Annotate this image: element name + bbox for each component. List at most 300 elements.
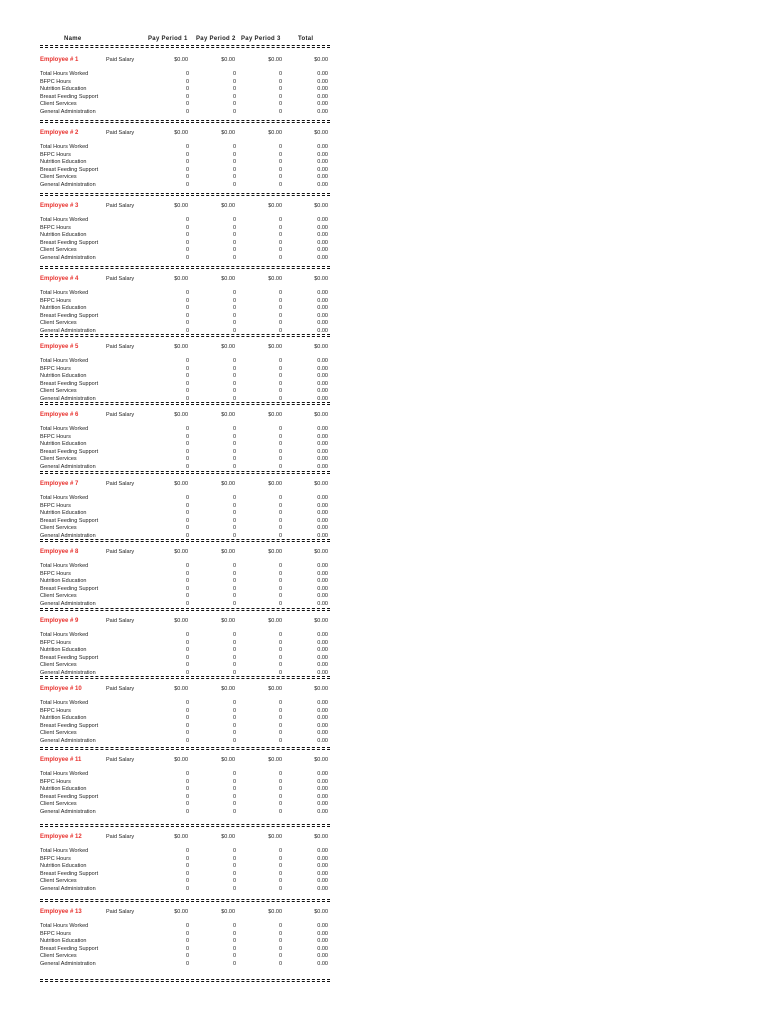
hours-row xyxy=(40,730,330,738)
hours-row-label: Breast Feeding Support xyxy=(40,945,99,952)
hours-row-label: Client Services xyxy=(40,801,77,808)
hours-row xyxy=(40,426,330,434)
pay-period-2-value: 0 xyxy=(232,101,236,108)
pay-period-1-amount: $0.00 xyxy=(174,834,188,840)
employee-name: Employee # 3 xyxy=(40,203,79,209)
pay-period-3-value: 0 xyxy=(278,715,282,722)
pay-period-3-value: 0 xyxy=(278,700,282,706)
name-column-header: Name xyxy=(64,36,82,42)
pay-period-3-value: 0 xyxy=(278,945,282,952)
pay-period-3-value: 0 xyxy=(278,312,282,319)
pay-period-1-value: 0 xyxy=(185,809,189,815)
pay-period-1-value: 0 xyxy=(185,182,189,188)
pay-period-2-value: 0 xyxy=(232,878,236,885)
hours-row-label: Breast Feeding Support xyxy=(40,93,99,100)
hours-row xyxy=(40,388,330,396)
pay-period-1-value: 0 xyxy=(185,707,189,714)
pay-period-2-value: 0 xyxy=(232,801,236,808)
total-value: 0.00 xyxy=(317,441,328,448)
total-value: 0.00 xyxy=(317,525,328,532)
total-value: 0.00 xyxy=(317,224,328,231)
pay-period-2-amount: $0.00 xyxy=(221,57,235,63)
total-amount: $0.00 xyxy=(314,834,328,840)
employee-name: Employee # 5 xyxy=(40,344,79,350)
hours-row xyxy=(40,86,330,94)
pay-period-1-value: 0 xyxy=(185,570,189,577)
pay-period-3-value: 0 xyxy=(278,441,282,448)
pay-period-2-value: 0 xyxy=(232,961,236,967)
pay-period-3-amount: $0.00 xyxy=(268,276,282,282)
employee-name: Employee # 7 xyxy=(40,481,79,487)
hours-row xyxy=(40,167,330,175)
pay-period-2-amount: $0.00 xyxy=(221,276,235,282)
hours-row xyxy=(40,449,330,457)
pay-period-3-value: 0 xyxy=(278,786,282,793)
hours-row-label: Total Hours Worked xyxy=(40,290,89,296)
hours-row-label: General Administration xyxy=(40,601,96,607)
pay-period-2-value: 0 xyxy=(232,305,236,312)
hours-row xyxy=(40,593,330,601)
pay-period-3-value: 0 xyxy=(278,585,282,592)
pay-period-2-value: 0 xyxy=(232,570,236,577)
pay-period-3-value: 0 xyxy=(278,396,282,402)
hours-row-label: Breast Feeding Support xyxy=(40,517,99,524)
hours-row xyxy=(40,794,330,802)
pay-period-1-value: 0 xyxy=(185,312,189,319)
hours-row xyxy=(40,738,330,746)
hours-row-label: BFPC Hours xyxy=(40,224,71,231)
pay-period-2-value: 0 xyxy=(232,510,236,517)
pay-period-3-amount: $0.00 xyxy=(268,757,282,763)
hours-row-label: General Administration xyxy=(40,396,96,402)
hours-row-label: Client Services xyxy=(40,174,77,181)
hours-row-label: Total Hours Worked xyxy=(40,923,89,929)
hours-row-label: Client Services xyxy=(40,101,77,108)
pay-period-2-value: 0 xyxy=(232,380,236,387)
total-value: 0.00 xyxy=(317,923,328,929)
pay-period-3-value: 0 xyxy=(278,886,282,892)
section-divider xyxy=(40,120,330,123)
total-value: 0.00 xyxy=(317,517,328,524)
hours-row-label: Nutrition Education xyxy=(40,441,87,448)
hours-row-label: Breast Feeding Support xyxy=(40,448,99,455)
hours-row xyxy=(40,109,330,117)
pay-period-3-value: 0 xyxy=(278,320,282,327)
total-column-header: Total xyxy=(298,36,314,42)
pay-period-1-value: 0 xyxy=(185,722,189,729)
pay-period-3-value: 0 xyxy=(278,938,282,945)
pay-period-1-value: 0 xyxy=(185,863,189,870)
pay-period-1-amount: $0.00 xyxy=(174,686,188,692)
hours-row xyxy=(40,886,330,894)
total-value: 0.00 xyxy=(317,786,328,793)
pay-period-2-value: 0 xyxy=(232,738,236,744)
pay-period-2-amount: $0.00 xyxy=(221,686,235,692)
total-value: 0.00 xyxy=(317,373,328,380)
pay-period-3-value: 0 xyxy=(278,456,282,463)
pay-period-3-value: 0 xyxy=(278,639,282,646)
pay-period-3-amount: $0.00 xyxy=(268,686,282,692)
pay-period-3-value: 0 xyxy=(278,563,282,569)
total-value: 0.00 xyxy=(317,456,328,463)
pay-period-2-value: 0 xyxy=(232,232,236,239)
pay-period-1-value: 0 xyxy=(185,224,189,231)
hours-row-label: BFPC Hours xyxy=(40,778,71,785)
pay-period-3-value: 0 xyxy=(278,182,282,188)
pay-period-3-value: 0 xyxy=(278,722,282,729)
pay-period-2-header: Pay Period 2 xyxy=(196,36,236,42)
pay-period-3-value: 0 xyxy=(278,159,282,166)
hours-row xyxy=(40,159,330,167)
pay-period-3-value: 0 xyxy=(278,144,282,150)
pay-period-3-value: 0 xyxy=(278,166,282,173)
pay-period-1-value: 0 xyxy=(185,563,189,569)
pay-period-1-value: 0 xyxy=(185,525,189,532)
pay-period-3-value: 0 xyxy=(278,654,282,661)
pay-period-2-value: 0 xyxy=(232,778,236,785)
hours-row-label: Nutrition Education xyxy=(40,715,87,722)
hours-row xyxy=(40,366,330,374)
hours-row xyxy=(40,225,330,233)
total-value: 0.00 xyxy=(317,358,328,364)
pay-period-2-value: 0 xyxy=(232,388,236,395)
salary-label: Paid Salary xyxy=(106,412,135,418)
pay-period-3-value: 0 xyxy=(278,863,282,870)
total-value: 0.00 xyxy=(317,953,328,960)
hours-row-label: Total Hours Worked xyxy=(40,848,89,854)
hours-row xyxy=(40,856,330,864)
section-divider xyxy=(40,979,330,982)
pay-period-2-value: 0 xyxy=(232,396,236,402)
pay-period-1-value: 0 xyxy=(185,255,189,261)
pay-period-2-value: 0 xyxy=(232,938,236,945)
section-divider xyxy=(40,539,330,542)
pay-period-1-value: 0 xyxy=(185,923,189,929)
pay-period-2-value: 0 xyxy=(232,848,236,854)
hours-row xyxy=(40,700,330,708)
hours-row-label: Total Hours Worked xyxy=(40,563,89,569)
total-amount: $0.00 xyxy=(314,276,328,282)
pay-period-1-value: 0 xyxy=(185,232,189,239)
pay-period-2-value: 0 xyxy=(232,863,236,870)
salary-label: Paid Salary xyxy=(106,276,135,282)
pay-period-1-value: 0 xyxy=(185,297,189,304)
hours-row xyxy=(40,510,330,518)
pay-period-3-value: 0 xyxy=(278,86,282,93)
total-value: 0.00 xyxy=(317,312,328,319)
pay-period-3-value: 0 xyxy=(278,151,282,158)
total-amount: $0.00 xyxy=(314,130,328,136)
hours-row xyxy=(40,938,330,946)
hours-row xyxy=(40,182,330,190)
total-value: 0.00 xyxy=(317,647,328,654)
pay-period-3-value: 0 xyxy=(278,232,282,239)
hours-row-label: Breast Feeding Support xyxy=(40,793,99,800)
pay-period-2-amount: $0.00 xyxy=(221,481,235,487)
pay-period-2-value: 0 xyxy=(232,654,236,661)
pay-period-1-value: 0 xyxy=(185,151,189,158)
pay-period-1-value: 0 xyxy=(185,654,189,661)
pay-period-2-value: 0 xyxy=(232,174,236,181)
hours-row xyxy=(40,647,330,655)
pay-period-2-value: 0 xyxy=(232,290,236,296)
pay-period-3-value: 0 xyxy=(278,109,282,115)
total-value: 0.00 xyxy=(317,328,328,334)
pay-period-3-header: Pay Period 3 xyxy=(241,36,281,42)
total-value: 0.00 xyxy=(317,662,328,669)
hours-row xyxy=(40,247,330,255)
pay-period-2-value: 0 xyxy=(232,771,236,777)
hours-row xyxy=(40,953,330,961)
pay-period-3-value: 0 xyxy=(278,778,282,785)
pay-period-2-amount: $0.00 xyxy=(221,909,235,915)
pay-period-3-value: 0 xyxy=(278,870,282,877)
pay-period-1-value: 0 xyxy=(185,801,189,808)
total-value: 0.00 xyxy=(317,495,328,501)
pay-period-1-value: 0 xyxy=(185,601,189,607)
total-amount: $0.00 xyxy=(314,549,328,555)
total-value: 0.00 xyxy=(317,396,328,402)
pay-period-1-value: 0 xyxy=(185,217,189,223)
pay-period-1-value: 0 xyxy=(185,945,189,952)
total-value: 0.00 xyxy=(317,174,328,181)
total-value: 0.00 xyxy=(317,255,328,261)
employee-name: Employee # 9 xyxy=(40,618,79,624)
hours-row xyxy=(40,586,330,594)
total-value: 0.00 xyxy=(317,601,328,607)
total-value: 0.00 xyxy=(317,870,328,877)
pay-period-3-value: 0 xyxy=(278,71,282,77)
pay-period-1-value: 0 xyxy=(185,878,189,885)
hours-row xyxy=(40,373,330,381)
pay-period-2-value: 0 xyxy=(232,923,236,929)
hours-row-label: General Administration xyxy=(40,961,96,967)
pay-period-2-value: 0 xyxy=(232,373,236,380)
total-value: 0.00 xyxy=(317,809,328,815)
pay-period-1-value: 0 xyxy=(185,517,189,524)
pay-period-3-value: 0 xyxy=(278,247,282,254)
employee-name: Employee # 4 xyxy=(40,276,79,282)
section-divider xyxy=(40,824,330,827)
hours-row xyxy=(40,571,330,579)
pay-period-3-amount: $0.00 xyxy=(268,549,282,555)
pay-period-3-value: 0 xyxy=(278,255,282,261)
pay-period-3-value: 0 xyxy=(278,730,282,737)
pay-period-1-amount: $0.00 xyxy=(174,618,188,624)
pay-period-3-value: 0 xyxy=(278,78,282,85)
pay-period-2-value: 0 xyxy=(232,502,236,509)
total-value: 0.00 xyxy=(317,426,328,432)
salary-label: Paid Salary xyxy=(106,757,135,763)
hours-row xyxy=(40,779,330,787)
pay-period-1-value: 0 xyxy=(185,585,189,592)
hours-row xyxy=(40,255,330,263)
pay-period-3-value: 0 xyxy=(278,570,282,577)
hours-row-label: General Administration xyxy=(40,109,96,115)
hours-row xyxy=(40,848,330,856)
pay-period-1-value: 0 xyxy=(185,938,189,945)
pay-period-1-value: 0 xyxy=(185,510,189,517)
hours-row xyxy=(40,961,330,969)
total-value: 0.00 xyxy=(317,639,328,646)
pay-period-3-value: 0 xyxy=(278,670,282,676)
hours-row xyxy=(40,79,330,87)
total-value: 0.00 xyxy=(317,510,328,517)
hours-row-label: Breast Feeding Support xyxy=(40,654,99,661)
hours-row xyxy=(40,174,330,182)
pay-period-2-value: 0 xyxy=(232,86,236,93)
hours-row-label: Client Services xyxy=(40,730,77,737)
pay-period-1-value: 0 xyxy=(185,396,189,402)
pay-period-2-value: 0 xyxy=(232,700,236,706)
pay-period-1-value: 0 xyxy=(185,365,189,372)
employee-name: Employee # 13 xyxy=(40,909,82,915)
pay-period-3-value: 0 xyxy=(278,961,282,967)
pay-period-3-value: 0 xyxy=(278,297,282,304)
pay-period-1-value: 0 xyxy=(185,533,189,539)
pay-period-2-value: 0 xyxy=(232,722,236,729)
pay-period-2-value: 0 xyxy=(232,953,236,960)
pay-period-2-value: 0 xyxy=(232,224,236,231)
pay-period-1-value: 0 xyxy=(185,159,189,166)
total-value: 0.00 xyxy=(317,290,328,296)
pay-period-1-value: 0 xyxy=(185,388,189,395)
salary-label: Paid Salary xyxy=(106,686,135,692)
total-value: 0.00 xyxy=(317,388,328,395)
pay-period-1-amount: $0.00 xyxy=(174,909,188,915)
hours-row-label: BFPC Hours xyxy=(40,570,71,577)
pay-period-3-amount: $0.00 xyxy=(268,834,282,840)
hours-row-label: Breast Feeding Support xyxy=(40,380,99,387)
hours-row xyxy=(40,640,330,648)
total-amount: $0.00 xyxy=(314,481,328,487)
hours-row xyxy=(40,931,330,939)
hours-row-label: General Administration xyxy=(40,464,96,470)
pay-period-2-value: 0 xyxy=(232,328,236,334)
total-value: 0.00 xyxy=(317,305,328,312)
salary-label: Paid Salary xyxy=(106,618,135,624)
pay-period-1-value: 0 xyxy=(185,166,189,173)
pay-period-3-value: 0 xyxy=(278,647,282,654)
hours-row-label: Nutrition Education xyxy=(40,159,87,166)
pay-period-1-amount: $0.00 xyxy=(174,757,188,763)
pay-period-3-amount: $0.00 xyxy=(268,412,282,418)
hours-row xyxy=(40,786,330,794)
hours-row xyxy=(40,923,330,931)
pay-period-1-value: 0 xyxy=(185,373,189,380)
pay-period-3-value: 0 xyxy=(278,426,282,432)
pay-period-1-value: 0 xyxy=(185,433,189,440)
hours-row xyxy=(40,305,330,313)
hours-row xyxy=(40,495,330,503)
hours-row-label: Client Services xyxy=(40,320,77,327)
hours-row-label: Nutrition Education xyxy=(40,86,87,93)
pay-period-1-value: 0 xyxy=(185,380,189,387)
pay-period-2-value: 0 xyxy=(232,533,236,539)
pay-period-3-value: 0 xyxy=(278,174,282,181)
hours-row-label: Total Hours Worked xyxy=(40,700,89,706)
total-value: 0.00 xyxy=(317,722,328,729)
pay-period-1-value: 0 xyxy=(185,109,189,115)
pay-period-1-amount: $0.00 xyxy=(174,57,188,63)
hours-row-label: General Administration xyxy=(40,182,96,188)
pay-period-3-value: 0 xyxy=(278,578,282,585)
section-divider xyxy=(40,608,330,611)
pay-period-2-value: 0 xyxy=(232,662,236,669)
hours-row-label: General Administration xyxy=(40,738,96,744)
hours-row-label: Client Services xyxy=(40,662,77,669)
pay-period-1-value: 0 xyxy=(185,786,189,793)
hours-row xyxy=(40,320,330,328)
total-value: 0.00 xyxy=(317,632,328,638)
hours-row xyxy=(40,298,330,306)
hours-row xyxy=(40,662,330,670)
pay-period-2-value: 0 xyxy=(232,809,236,815)
pay-period-3-value: 0 xyxy=(278,290,282,296)
pay-period-3-value: 0 xyxy=(278,373,282,380)
hours-row xyxy=(40,525,330,533)
pay-period-1-value: 0 xyxy=(185,639,189,646)
section-divider xyxy=(40,193,330,196)
pay-period-2-value: 0 xyxy=(232,297,236,304)
salary-label: Paid Salary xyxy=(106,344,135,350)
hours-row xyxy=(40,232,330,240)
hours-row-label: Client Services xyxy=(40,247,77,254)
pay-period-2-value: 0 xyxy=(232,578,236,585)
hours-row-label: General Administration xyxy=(40,533,96,539)
total-value: 0.00 xyxy=(317,848,328,854)
pay-period-2-value: 0 xyxy=(232,707,236,714)
total-value: 0.00 xyxy=(317,93,328,100)
pay-period-1-amount: $0.00 xyxy=(174,549,188,555)
pay-period-1-value: 0 xyxy=(185,662,189,669)
pay-period-2-value: 0 xyxy=(232,464,236,470)
hours-row-label: Nutrition Education xyxy=(40,578,87,585)
hours-row-label: Total Hours Worked xyxy=(40,632,89,638)
pay-period-2-value: 0 xyxy=(232,639,236,646)
pay-period-2-value: 0 xyxy=(232,144,236,150)
pay-period-2-value: 0 xyxy=(232,182,236,188)
pay-period-3-value: 0 xyxy=(278,93,282,100)
pay-period-1-value: 0 xyxy=(185,144,189,150)
hours-row-label: BFPC Hours xyxy=(40,78,71,85)
pay-period-1-value: 0 xyxy=(185,101,189,108)
hours-row xyxy=(40,152,330,160)
section-divider xyxy=(40,899,330,902)
total-value: 0.00 xyxy=(317,585,328,592)
section-divider xyxy=(40,334,330,337)
employee-name: Employee # 11 xyxy=(40,757,82,763)
pay-period-2-value: 0 xyxy=(232,517,236,524)
pay-period-2-value: 0 xyxy=(232,312,236,319)
salary-label: Paid Salary xyxy=(106,481,135,487)
pay-period-3-amount: $0.00 xyxy=(268,344,282,350)
total-value: 0.00 xyxy=(317,502,328,509)
total-amount: $0.00 xyxy=(314,757,328,763)
pay-period-3-amount: $0.00 xyxy=(268,618,282,624)
hours-row-label: General Administration xyxy=(40,886,96,892)
hours-row-label: General Administration xyxy=(40,255,96,261)
pay-period-3-value: 0 xyxy=(278,793,282,800)
employee-name: Employee # 6 xyxy=(40,412,79,418)
pay-period-1-value: 0 xyxy=(185,647,189,654)
pay-period-2-value: 0 xyxy=(232,109,236,115)
hours-row xyxy=(40,358,330,366)
pay-period-3-value: 0 xyxy=(278,101,282,108)
pay-period-1-value: 0 xyxy=(185,239,189,246)
hours-row-label: Breast Feeding Support xyxy=(40,166,99,173)
total-value: 0.00 xyxy=(317,247,328,254)
